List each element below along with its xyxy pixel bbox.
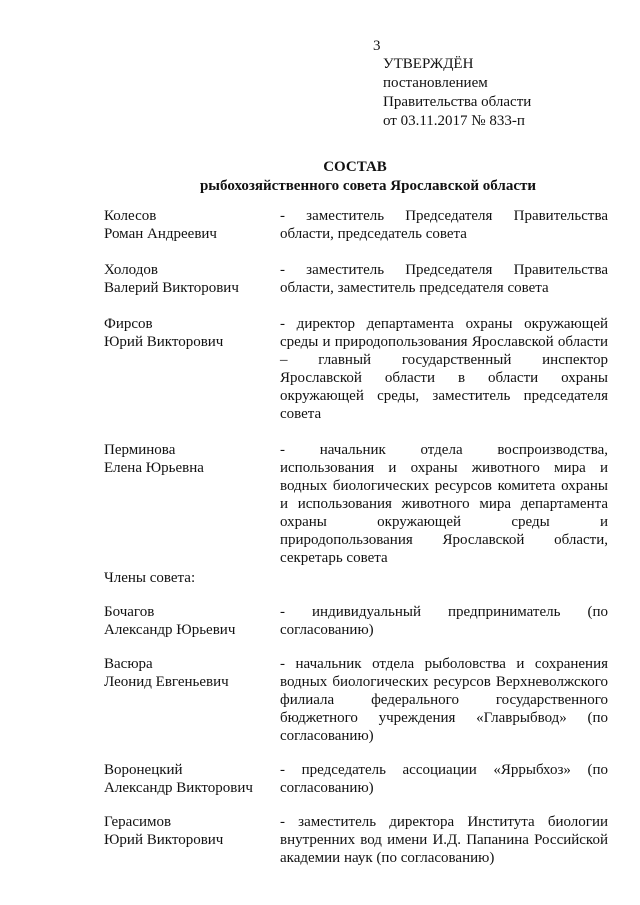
member-given-name: Леонид Евгеньевич — [104, 674, 229, 690]
member-position — [280, 315, 608, 423]
member-name — [104, 315, 280, 423]
position-line: – главный государственный инспектор — [280, 352, 608, 368]
position-line: - заместитель директора Института биологии — [280, 814, 608, 830]
member-row — [104, 603, 608, 639]
position-line: использования и охраны животного мира и — [280, 460, 608, 476]
member-position — [280, 813, 608, 867]
member-given-name: Александр Викторович — [104, 780, 253, 796]
position-line: согласованию) — [280, 780, 374, 796]
position-line: области, заместитель председателя совета — [280, 280, 549, 296]
member-position — [280, 761, 608, 797]
member-surname: Герасимов — [104, 814, 172, 830]
member-list — [104, 207, 608, 883]
member-given-name: Елена Юрьевна — [104, 460, 204, 476]
member-given-name: Роман Андреевич — [104, 226, 217, 242]
member-surname: Перминова — [104, 442, 176, 458]
members-section-label: Члены совета: — [104, 570, 196, 586]
member-surname: Фирсов — [104, 316, 153, 332]
position-line: водных биологических ресурсов комитета охраны — [280, 478, 608, 494]
title-heading: СОСТАВ — [323, 159, 387, 175]
approval-line: УТВЕРЖДЁН — [383, 56, 474, 72]
member-name — [104, 655, 280, 745]
member-given-name: Валерий Викторович — [104, 280, 239, 296]
position-line: водных биологических ресурсов Верхневолжского — [280, 674, 608, 690]
position-line: согласованию) — [280, 728, 374, 744]
position-line: Ярославской области в области охраны — [280, 370, 608, 386]
member-position — [280, 441, 608, 567]
member-name — [104, 261, 280, 297]
member-row — [104, 441, 608, 567]
position-line: согласованию) — [280, 622, 374, 638]
position-line: - заместитель Председателя Правительства — [280, 262, 608, 278]
member-position — [280, 207, 608, 243]
member-position — [280, 261, 608, 297]
position-line: филиала федерального государственного — [280, 692, 608, 708]
member-name — [104, 813, 280, 867]
approval-line: Правительства области — [383, 94, 532, 110]
position-line: секретарь совета — [280, 550, 388, 566]
member-position — [280, 655, 608, 745]
member-row — [104, 207, 608, 243]
position-line: среды и природопользования Ярославской области — [280, 334, 608, 350]
position-line: природопользования Ярославской области, — [280, 532, 608, 548]
member-given-name: Юрий Викторович — [104, 832, 224, 848]
position-line: бюджетного учреждения «Главрыбвод» (по — [280, 710, 608, 726]
position-line: охраны окружающей среды и — [280, 514, 608, 530]
position-line: совета — [280, 406, 322, 422]
member-surname: Бочагов — [104, 604, 155, 620]
member-given-name: Юрий Викторович — [104, 334, 224, 350]
approval-line: постановлением — [383, 75, 488, 91]
member-name — [104, 603, 280, 639]
position-line: и использования животного мира департамента — [280, 496, 608, 512]
position-line: - председатель ассоциации «Яррыбхоз» (по — [280, 762, 608, 778]
member-surname: Колесов — [104, 208, 157, 224]
page-number: 3 — [373, 38, 381, 54]
member-row — [104, 655, 608, 745]
position-line: - начальник отдела воспроизводства, — [280, 442, 608, 458]
position-line: академии наук (по согласованию) — [280, 850, 495, 866]
position-line: - заместитель Председателя Правительства — [280, 208, 608, 224]
member-given-name: Александр Юрьевич — [104, 622, 236, 638]
title-subheading: рыбохозяйственного совета Ярославской области — [199, 178, 537, 194]
position-line: - начальник отдела рыболовства и сохранения — [280, 656, 608, 672]
position-line: внутренних вод имени И.Д. Папанина Российской — [280, 832, 608, 848]
position-line: окружающей среды, заместитель председателя — [280, 388, 608, 404]
approval-line: от 03.11.2017 № 833-п — [383, 113, 525, 129]
member-row — [104, 813, 608, 867]
member-row — [104, 261, 608, 297]
member-surname: Васюра — [104, 656, 153, 672]
member-surname: Воронецкий — [104, 762, 183, 778]
member-name — [104, 761, 280, 797]
member-row — [104, 761, 608, 797]
position-line: - директор департамента охраны окружающей — [280, 316, 608, 332]
document-title — [0, 158, 640, 196]
position-line: области, председатель совета — [280, 226, 467, 242]
approval-stamp — [383, 55, 623, 131]
member-row — [104, 315, 608, 423]
member-name — [104, 441, 280, 567]
position-line: - индивидуальный предприниматель (по — [280, 604, 608, 620]
member-position — [280, 603, 608, 639]
member-surname: Холодов — [104, 262, 158, 278]
member-name — [104, 207, 280, 243]
